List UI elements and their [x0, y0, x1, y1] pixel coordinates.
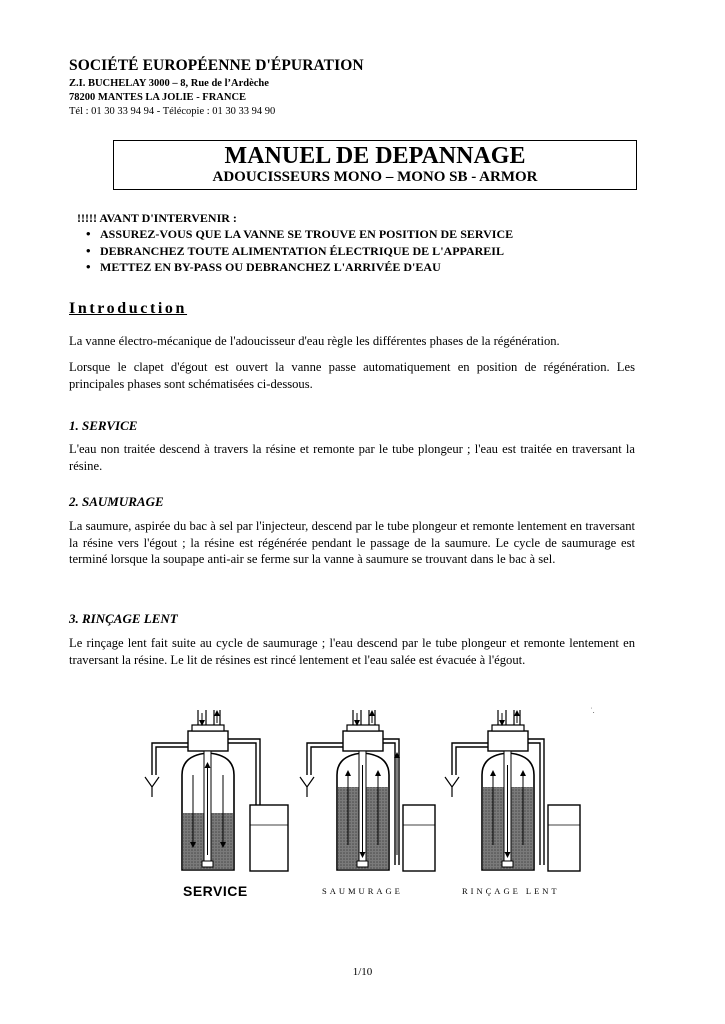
section-heading-saumurage: 2. SAUMURAGE	[69, 494, 164, 509]
introduction-heading: Introduction	[69, 300, 188, 317]
diagram-saumurage	[300, 710, 435, 871]
scan-mark: ˙.	[590, 706, 595, 715]
section-heading-rincage: 3. RINÇAGE LENT	[69, 611, 178, 626]
section-heading-service: 1. SERVICE	[69, 418, 138, 433]
caption-service: SERVICE	[183, 883, 248, 899]
document-subtitle: ADOUCISSEURS MONO – MONO SB - ARMOR	[212, 169, 538, 185]
introduction-paragraph-2: Lorsque le clapet d'égout est ouvert la vanne passe automatiquement en position de régénération. Les principales phases sont schématisées ci-dessous.	[69, 360, 635, 391]
address-line-2: 78200 MANTES LA JOLIE - FRANCE	[69, 92, 247, 103]
warning-item: • DEBRANCHEZ TOUTE ALIMENTATION ÉLECTRIQUE DE L'APPAREIL	[72, 243, 513, 260]
caption-saumurage: SAUMURAGE	[322, 886, 403, 896]
warning-item: • METTEZ EN BY-PASS OU DEBRANCHEZ L'ARRIVÉE D'EAU	[72, 259, 513, 276]
section-text-rincage: Le rinçage lent fait suite au cycle de saumurage ; l'eau descend par le tube plongeur et remonte lentement en traversant la résine. Le lit de résines est rincé lentement et l'eau salée est évacuée à l'égout.	[69, 636, 635, 667]
section-text-saumurage: La saumure, aspirée du bac à sel par l'injecteur, descend par le tube plongeur et remonte lentement en traversant la résine vers l'égout ; la résine est régénérée pendant le passage de la saumure. Le cycle de saumurage est terminé lorsque la soupape anti-air se ferme sur la vanne à saumure se trouvant dans le bac à sel.	[69, 519, 635, 566]
warning-list	[72, 226, 513, 276]
warning-heading: !!!!! AVANT D'INTERVENIR :	[77, 211, 237, 225]
address-line-1: Z.I. BUCHELAY 3000 – 8, Rue de l’Ardèche	[69, 78, 269, 89]
introduction-paragraph-1: La vanne électro-mécanique de l'adoucisseur d'eau règle les différentes phases de la régénération.	[69, 334, 560, 348]
document-title: MANUEL DE DEPANNAGE	[224, 143, 526, 169]
caption-rincage: RINÇAGE LENT	[462, 886, 560, 896]
page-number: 1/10	[352, 966, 373, 978]
contact-line: Tél : 01 30 33 94 94 - Télécopie : 01 30 33 94 90	[69, 106, 276, 117]
section-text-service: L'eau non traitée descend à travers la résine et remonte par le tube plongeur ; l'eau est traitée en traversant la résine.	[69, 442, 635, 473]
softener-phase-diagrams	[140, 705, 590, 885]
warning-item: • ASSUREZ-VOUS QUE LA VANNE SE TROUVE EN POSITION DE SERVICE	[72, 226, 513, 243]
diagram-rincage-lent	[445, 710, 580, 871]
title-box	[113, 140, 637, 190]
diagram-service	[145, 710, 288, 871]
company-name: SOCIÉTÉ EUROPÉENNE D'ÉPURATION	[69, 57, 364, 74]
